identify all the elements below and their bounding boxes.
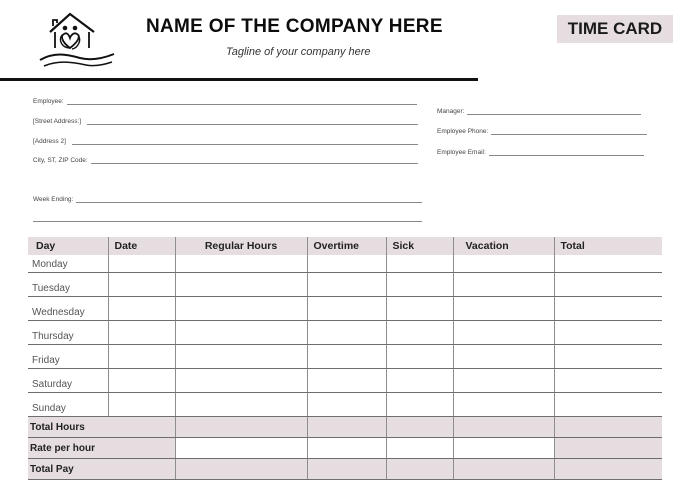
vacation-cell[interactable] bbox=[453, 321, 554, 345]
regular-pay-cell[interactable] bbox=[175, 459, 307, 480]
date-cell[interactable] bbox=[108, 393, 175, 417]
sick-total-cell[interactable] bbox=[386, 417, 453, 438]
overtime-cell[interactable] bbox=[307, 369, 386, 393]
day-label: Sunday bbox=[28, 393, 108, 417]
overtime-cell[interactable] bbox=[307, 345, 386, 369]
employee-phone-label: Employee Phone: bbox=[437, 128, 489, 135]
sick-cell[interactable] bbox=[386, 273, 453, 297]
city-st-zip-input-line[interactable] bbox=[91, 157, 418, 164]
date-cell[interactable] bbox=[108, 369, 175, 393]
total-cell[interactable] bbox=[554, 255, 662, 273]
table-row-total-pay bbox=[28, 459, 662, 480]
employee-phone-input-line[interactable] bbox=[491, 128, 647, 135]
grand-total-pay-cell[interactable] bbox=[554, 459, 662, 480]
total-hours-label: Total Hours bbox=[28, 417, 175, 438]
overtime-total-cell[interactable] bbox=[307, 417, 386, 438]
regular-rate-cell[interactable] bbox=[175, 438, 307, 459]
overtime-rate-cell[interactable] bbox=[307, 438, 386, 459]
column-header-regular-hours: Regular Hours bbox=[175, 237, 307, 255]
week-ending-label: Week Ending: bbox=[33, 196, 74, 203]
employee-label: Employee: bbox=[33, 98, 64, 105]
column-header-total: Total bbox=[554, 237, 662, 255]
header-divider bbox=[0, 78, 478, 81]
date-cell[interactable] bbox=[108, 321, 175, 345]
employee-field[interactable] bbox=[33, 98, 417, 105]
company-name: NAME OF THE COMPANY HERE bbox=[146, 16, 443, 37]
vacation-cell[interactable] bbox=[453, 369, 554, 393]
table-row-monday bbox=[28, 255, 662, 273]
column-header-sick: Sick bbox=[386, 237, 453, 255]
total-rate-cell bbox=[554, 438, 662, 459]
sick-cell[interactable] bbox=[386, 255, 453, 273]
address-2-field[interactable] bbox=[33, 138, 418, 145]
street-address-input-line[interactable] bbox=[87, 118, 418, 125]
manager-label: Manager: bbox=[437, 108, 465, 115]
timecard-table bbox=[28, 237, 662, 480]
vacation-cell[interactable] bbox=[453, 345, 554, 369]
vacation-cell[interactable] bbox=[453, 297, 554, 321]
vacation-cell[interactable] bbox=[453, 255, 554, 273]
total-pay-label: Total Pay bbox=[28, 459, 175, 480]
date-cell[interactable] bbox=[108, 345, 175, 369]
total-cell[interactable] bbox=[554, 393, 662, 417]
vacation-cell[interactable] bbox=[453, 273, 554, 297]
overtime-cell[interactable] bbox=[307, 297, 386, 321]
day-label: Monday bbox=[28, 255, 108, 273]
regular-hours-cell[interactable] bbox=[175, 369, 307, 393]
sick-cell[interactable] bbox=[386, 297, 453, 321]
manager-input-line[interactable] bbox=[467, 108, 641, 115]
vacation-pay-cell[interactable] bbox=[453, 459, 554, 480]
table-row-thursday bbox=[28, 321, 662, 345]
grand-total-hours-cell[interactable] bbox=[554, 417, 662, 438]
city-st-zip-label: City, ST, ZIP Code: bbox=[33, 157, 88, 164]
employee-email-field[interactable] bbox=[437, 149, 644, 156]
notes-input-line[interactable] bbox=[33, 221, 422, 222]
vacation-rate-cell[interactable] bbox=[453, 438, 554, 459]
overtime-cell[interactable] bbox=[307, 393, 386, 417]
total-cell[interactable] bbox=[554, 297, 662, 321]
street-address-label: [Street Address:] bbox=[33, 118, 82, 125]
sick-cell[interactable] bbox=[386, 393, 453, 417]
table-header-row bbox=[28, 237, 662, 255]
total-cell[interactable] bbox=[554, 345, 662, 369]
table-row-saturday bbox=[28, 369, 662, 393]
regular-hours-cell[interactable] bbox=[175, 345, 307, 369]
table-row-friday bbox=[28, 345, 662, 369]
regular-hours-cell[interactable] bbox=[175, 273, 307, 297]
column-header-date: Date bbox=[108, 237, 175, 255]
sick-cell[interactable] bbox=[386, 369, 453, 393]
overtime-cell[interactable] bbox=[307, 321, 386, 345]
sick-cell[interactable] bbox=[386, 345, 453, 369]
table-row-rate-per-hour bbox=[28, 438, 662, 459]
company-tagline: Tagline of your company here bbox=[226, 46, 371, 58]
vacation-cell[interactable] bbox=[453, 393, 554, 417]
employee-input-line[interactable] bbox=[67, 98, 417, 105]
day-label: Tuesday bbox=[28, 273, 108, 297]
overtime-pay-cell[interactable] bbox=[307, 459, 386, 480]
address-2-input-line[interactable] bbox=[72, 138, 418, 145]
column-header-day: Day bbox=[28, 237, 108, 255]
street-address-field[interactable] bbox=[33, 118, 418, 125]
company-logo-icon bbox=[36, 8, 118, 68]
regular-hours-total-cell[interactable] bbox=[175, 417, 307, 438]
total-cell[interactable] bbox=[554, 321, 662, 345]
sick-pay-cell[interactable] bbox=[386, 459, 453, 480]
date-cell[interactable] bbox=[108, 297, 175, 321]
date-cell[interactable] bbox=[108, 273, 175, 297]
regular-hours-cell[interactable] bbox=[175, 321, 307, 345]
employee-phone-field[interactable] bbox=[437, 128, 647, 135]
city-st-zip-field[interactable] bbox=[33, 157, 418, 164]
employee-email-input-line[interactable] bbox=[489, 149, 644, 156]
address-2-label: [Address 2] bbox=[33, 138, 66, 145]
sick-rate-cell[interactable] bbox=[386, 438, 453, 459]
sick-cell[interactable] bbox=[386, 321, 453, 345]
table-row-wednesday bbox=[28, 297, 662, 321]
table-row-sunday bbox=[28, 393, 662, 417]
total-cell[interactable] bbox=[554, 273, 662, 297]
regular-hours-cell[interactable] bbox=[175, 297, 307, 321]
week-ending-field[interactable] bbox=[33, 196, 422, 203]
regular-hours-cell[interactable] bbox=[175, 393, 307, 417]
day-label: Saturday bbox=[28, 369, 108, 393]
overtime-cell[interactable] bbox=[307, 273, 386, 297]
regular-hours-cell[interactable] bbox=[175, 255, 307, 273]
table-row-total-hours bbox=[28, 417, 662, 438]
table-row-tuesday bbox=[28, 273, 662, 297]
day-label: Thursday bbox=[28, 321, 108, 345]
manager-field[interactable] bbox=[437, 108, 641, 115]
day-label: Wednesday bbox=[28, 297, 108, 321]
column-header-vacation: Vacation bbox=[453, 237, 554, 255]
column-header-overtime: Overtime bbox=[307, 237, 386, 255]
day-label: Friday bbox=[28, 345, 108, 369]
vacation-total-cell[interactable] bbox=[453, 417, 554, 438]
week-ending-input-line[interactable] bbox=[76, 196, 422, 203]
document-title: TIME CARD bbox=[557, 15, 673, 43]
employee-email-label: Employee Email: bbox=[437, 149, 486, 156]
date-cell[interactable] bbox=[108, 255, 175, 273]
overtime-cell[interactable] bbox=[307, 255, 386, 273]
total-cell[interactable] bbox=[554, 369, 662, 393]
rate-per-hour-label: Rate per hour bbox=[28, 438, 175, 459]
